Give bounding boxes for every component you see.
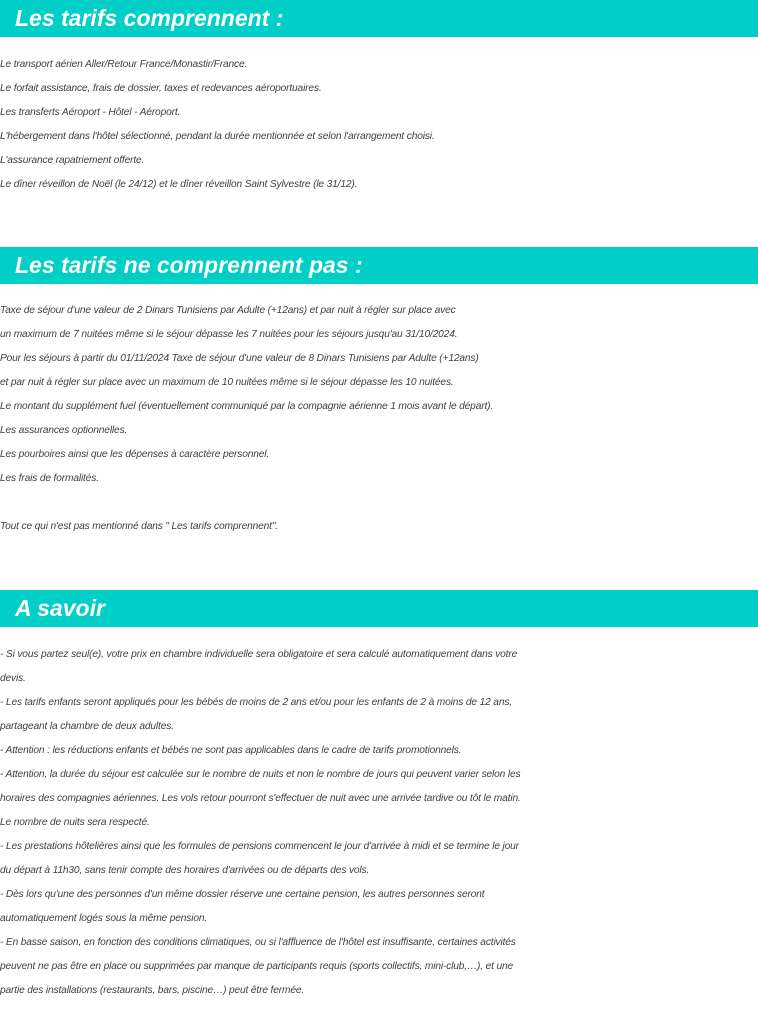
list-item: Pour les séjours à partir du 01/11/2024 Taxe de séjour d'une valeur de 8 Dinars Tunisiens par Adulte (+12ans) bbox=[0, 353, 479, 364]
list-item: - Si vous partez seul(e), votre prix en chambre individuelle sera obligatoire et sera calculé automatiquement dans votre bbox=[0, 649, 518, 660]
included-list bbox=[0, 53, 758, 197]
a-savoir-list bbox=[0, 643, 758, 1003]
list-item: partie des installations (restaurants, bars, piscine…) peut être fermée. bbox=[0, 985, 305, 996]
list-item: Le forfait assistance, frais de dossier, taxes et redevances aéroportuaires. bbox=[0, 83, 322, 94]
list-item: peuvent ne pas être en place ou supprimées par manque de participants requis (sports collectifs, mini-club,…), et une bbox=[0, 961, 514, 972]
list-item: et par nuit à régler sur place avec un maximum de 10 nuitées même si le séjour dépasse les 10 nuitées. bbox=[0, 377, 454, 388]
list-item: - Attention : les réductions enfants et bébés ne sont pas applicables dans le cadre de tarifs promotionnels. bbox=[0, 745, 462, 756]
list-item: - Les tarifs enfants seront appliqués pour les bébés de moins de 2 ans et/ou pour les enfants de 2 à moins de 12 ans, bbox=[0, 697, 512, 708]
list-item: Les frais de formalités. bbox=[0, 473, 99, 484]
list-item: du départ à 11h30, sans tenir compte des horaires d'arrivées ou de départs des vols. bbox=[0, 865, 370, 876]
list-item: Taxe de séjour d'une valeur de 2 Dinars Tunisiens par Adulte (+12ans) et par nuit à régler sur place avec bbox=[0, 305, 456, 316]
a-savoir-section-title: A savoir bbox=[0, 590, 758, 627]
not-included-section-title: Les tarifs ne comprennent pas : bbox=[0, 247, 758, 284]
list-item: - Attention, la durée du séjour est calculée sur le nombre de nuits et non le nombre de jours qui peuvent varier selon les bbox=[0, 769, 521, 780]
list-item: Les transferts Aéroport - Hôtel - Aéroport. bbox=[0, 107, 181, 118]
list-item: L'assurance rapatriement offerte. bbox=[0, 155, 145, 166]
list-item: Le dîner réveillon de Noël (le 24/12) et le dîner réveillon Saint Sylvestre (le 31/12). bbox=[0, 179, 358, 190]
list-item: - En basse saison, en fonction des conditions climatiques, ou si l'affluence de l'hôtel est insuffisante, certaines activités bbox=[0, 937, 516, 948]
spacer bbox=[0, 491, 758, 515]
list-item: Le montant du supplément fuel (éventuellement communiqué par la compagnie aérienne 1 mois avant le départ). bbox=[0, 401, 494, 412]
list-item: Les assurances optionnelles. bbox=[0, 425, 128, 436]
list-item: automatiquement logés sous la même pension. bbox=[0, 913, 208, 924]
list-item: Le transport aérien Aller/Retour France/Monastir/France. bbox=[0, 59, 248, 70]
not-included-list bbox=[0, 299, 758, 539]
list-item: un maximum de 7 nuitées même si le séjour dépasse les 7 nuitées pour les séjours jusqu'au 31/10/2024. bbox=[0, 329, 458, 340]
list-item: - Dès lors qu'une des personnes d'un même dossier réserve une certaine pension, les autres personnes seront bbox=[0, 889, 485, 900]
included-section-title: Les tarifs comprennent : bbox=[0, 0, 758, 37]
list-item: Le nombre de nuits sera respecté. bbox=[0, 817, 150, 828]
list-item: devis. bbox=[0, 673, 26, 684]
not-included-footer: Tout ce qui n'est pas mentionné dans " Les tarifs comprennent". bbox=[0, 521, 278, 532]
list-item: partageant la chambre de deux adultes. bbox=[0, 721, 174, 732]
list-item: - Les prestations hôtelières ainsi que les formules de pensions commencent le jour d'arrivée à midi et se termine le jour bbox=[0, 841, 519, 852]
list-item: Les pourboires ainsi que les dépenses à caractère personnel. bbox=[0, 449, 270, 460]
list-item: horaires des compagnies aériennes. Les vols retour pourront s'effectuer de nuit avec une arrivée tardive ou tôt le matin. bbox=[0, 793, 521, 804]
list-item: L'hébergement dans l'hôtel sélectionné, pendant la durée mentionnée et selon l'arrangement choisi. bbox=[0, 131, 435, 142]
